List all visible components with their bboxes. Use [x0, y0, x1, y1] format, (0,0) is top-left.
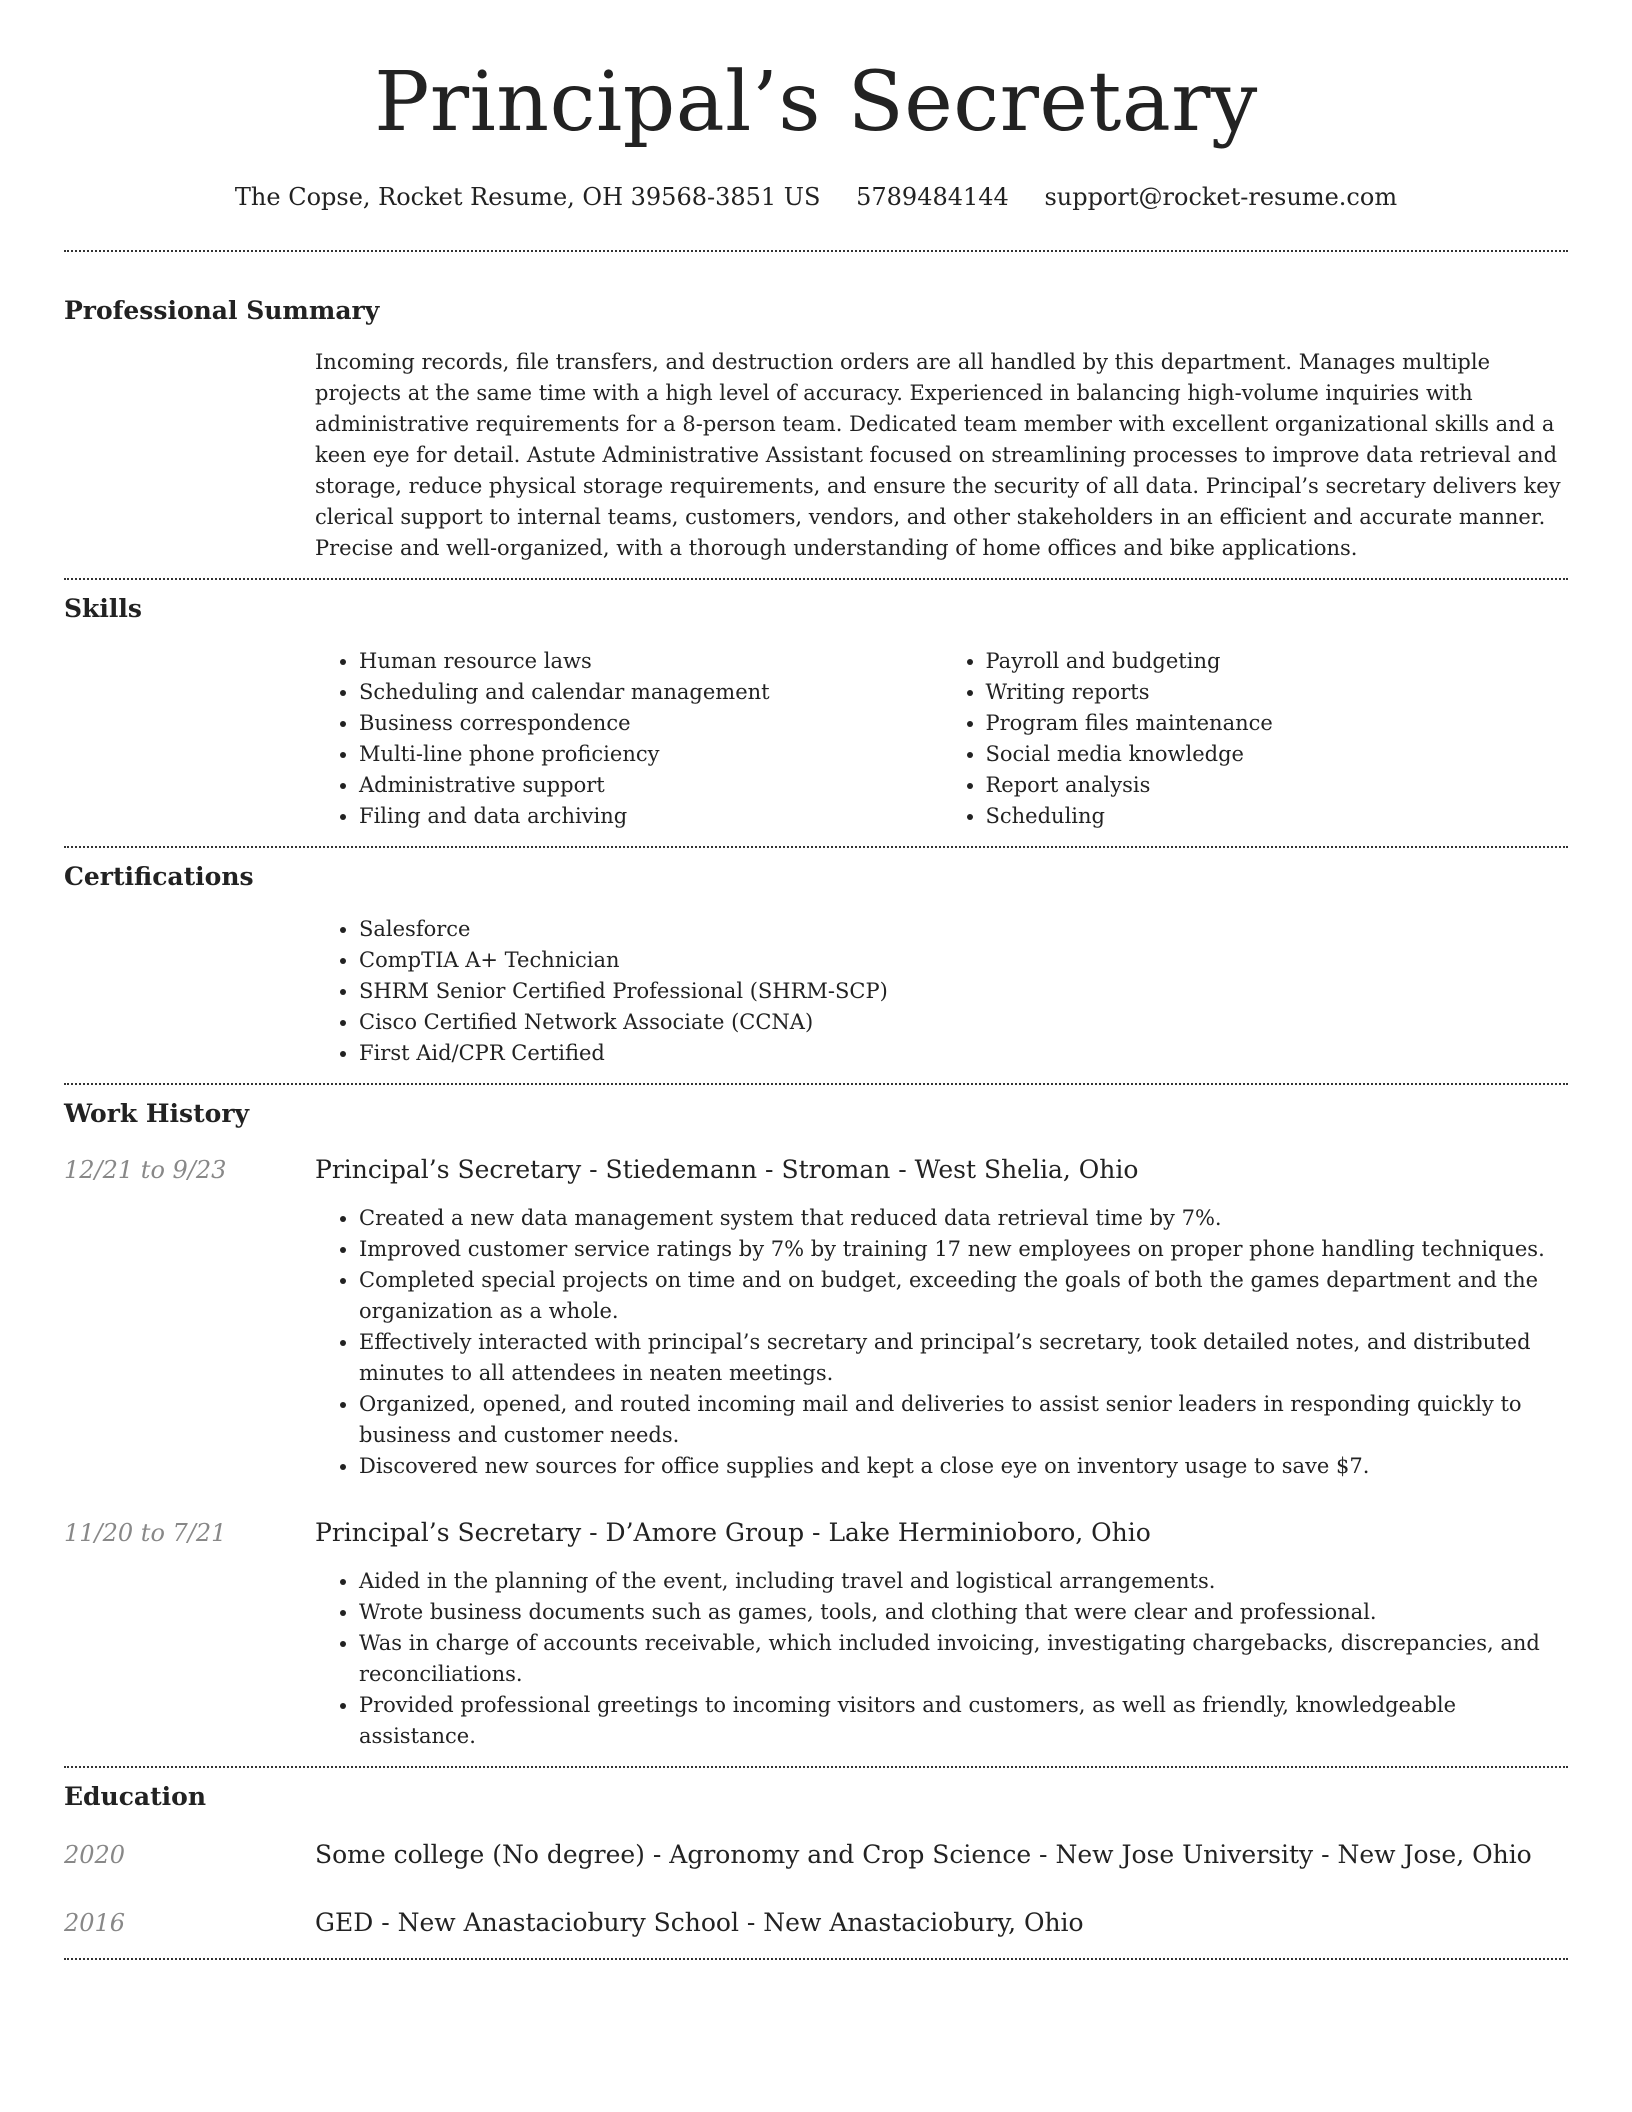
contact-address: The Copse, Rocket Resume, OH 39568-3851 US: [234, 183, 821, 211]
certifications-section: [64, 860, 1568, 1069]
job-dates: 11/20 to 7/21: [64, 1519, 227, 1547]
job-bullet: • Aided in the planning of the event, including travel and logistical arrangements.: [359, 1566, 1568, 1597]
skill-item: • Payroll and budgeting: [986, 646, 1569, 677]
job-bullets: [315, 1566, 1568, 1752]
skills-list: [315, 646, 1568, 832]
education-title: Education: [64, 1782, 207, 1811]
job-header: [64, 1153, 1568, 1187]
skill-item: • Business correspondence: [359, 708, 942, 739]
work-history-section: [64, 1097, 1568, 1752]
job-bullet: • Was in charge of accounts receivable, which included invoicing, investigating chargebacks, discrepancies, and reconciliations.: [359, 1628, 1568, 1690]
header-divider: [64, 250, 1568, 252]
work-history-title: Work History: [64, 1099, 250, 1128]
job-bullet: • Wrote business documents such as games, tools, and clothing that were clear and professional.: [359, 1597, 1568, 1628]
job-bullet: • Discovered new sources for office supplies and kept a close eye on inventory usage to save $7.: [359, 1451, 1568, 1482]
education-entry: [64, 1838, 1568, 1872]
skill-item: • Social media knowledge: [986, 739, 1569, 770]
job-bullet: • Effectively interacted with principal’s secretary and principal’s secretary, took detailed notes, and distributed minutes to all attendees in neaten meetings.: [359, 1327, 1568, 1389]
certification-item: • Salesforce: [359, 914, 1568, 945]
certification-item: • First Aid/CPR Certified: [359, 1038, 1568, 1069]
job-bullet: • Completed special projects on time and on budget, exceeding the goals of both the games department and the organization as a whole.: [359, 1265, 1568, 1327]
summary-divider: [64, 578, 1568, 580]
job-header: [64, 1516, 1568, 1550]
job-dates: 12/21 to 9/23: [64, 1156, 227, 1184]
education-year: 2016: [64, 1909, 126, 1937]
skills-left-column: [315, 646, 942, 832]
skill-item: • Human resource laws: [359, 646, 942, 677]
job-title: Principal’s Secretary - D’Amore Group - Lake Herminioboro, Ohio: [315, 1518, 1151, 1547]
certification-item: • Cisco Certified Network Associate (CCNA): [359, 1007, 1568, 1038]
job-bullets: [315, 1203, 1568, 1482]
skill-item: • Scheduling: [986, 801, 1569, 832]
skills-section: [64, 592, 1568, 832]
job-bullet: • Created a new data management system that reduced data retrieval time by 7%.: [359, 1203, 1568, 1234]
skill-item: • Multi-line phone proficiency: [359, 739, 942, 770]
job-entry: [64, 1153, 1568, 1482]
certifications-title: Certifications: [64, 862, 254, 891]
education-details: Some college (No degree) - Agronomy and Crop Science - New Jose University - New Jose, Ohio: [315, 1840, 1532, 1869]
work-divider: [64, 1766, 1568, 1768]
education-entry: [64, 1906, 1568, 1940]
contact-email[interactable]: support@rocket-resume.com: [1044, 183, 1398, 211]
candidate-name: Principal’s Secretary: [374, 55, 1258, 150]
skill-item: • Administrative support: [359, 770, 942, 801]
education-details: GED - New Anastaciobury School - New Anastaciobury, Ohio: [315, 1908, 1084, 1937]
job-entry: [64, 1516, 1568, 1752]
skill-item: • Scheduling and calendar management: [359, 677, 942, 708]
skill-item: • Program files maintenance: [986, 708, 1569, 739]
summary-section: [64, 294, 1568, 564]
job-bullet: • Improved customer service ratings by 7% by training 17 new employees on proper phone handling techniques.: [359, 1234, 1568, 1265]
skill-item: • Report analysis: [986, 770, 1569, 801]
education-year: 2020: [64, 1841, 126, 1869]
job-title: Principal’s Secretary - Stiedemann - Stroman - West Shelia, Ohio: [315, 1155, 1139, 1184]
education-divider: [64, 1958, 1568, 1960]
skills-title: Skills: [64, 594, 142, 623]
certifications-divider: [64, 1083, 1568, 1085]
skills-right-column: [942, 646, 1569, 832]
skill-item: • Writing reports: [986, 677, 1569, 708]
certification-item: • SHRM Senior Certified Professional (SHRM-SCP): [359, 976, 1568, 1007]
certification-item: • CompTIA A+ Technician: [359, 945, 1568, 976]
summary-title: Professional Summary: [64, 296, 380, 325]
job-bullet: • Provided professional greetings to incoming visitors and customers, as well as friendly, knowledgeable assistance.: [359, 1690, 1568, 1752]
skill-item: • Filing and data archiving: [359, 801, 942, 832]
education-section: [64, 1780, 1568, 1940]
summary-text: Incoming records, file transfers, and destruction orders are all handled by this department. Manages multiple projects at the same time with a high level of accuracy. Experienced in balancing high-volume inquiries with administrative requirements for a 8-person team. Dedicated team member with excellent organizational skills and a keen eye for detail. Astute Administrative Assistant focused on streamlining processes to improve data retrieval and storage, reduce physical storage requirements, and ensure the security of all data. Principal’s secretary delivers key clerical support to internal teams, customers, vendors, and other stakeholders in an efficient and accurate manner. Precise and well-organized, with a thorough understanding of home offices and bike applications.: [315, 350, 1561, 560]
certifications-list: [315, 914, 1568, 1069]
job-bullet: • Organized, opened, and routed incoming mail and deliveries to assist senior leaders in responding quickly to business and customer needs.: [359, 1389, 1568, 1451]
skills-divider: [64, 846, 1568, 848]
contact-phone: 5789484144: [856, 183, 1009, 211]
contact-line: [64, 180, 1568, 214]
